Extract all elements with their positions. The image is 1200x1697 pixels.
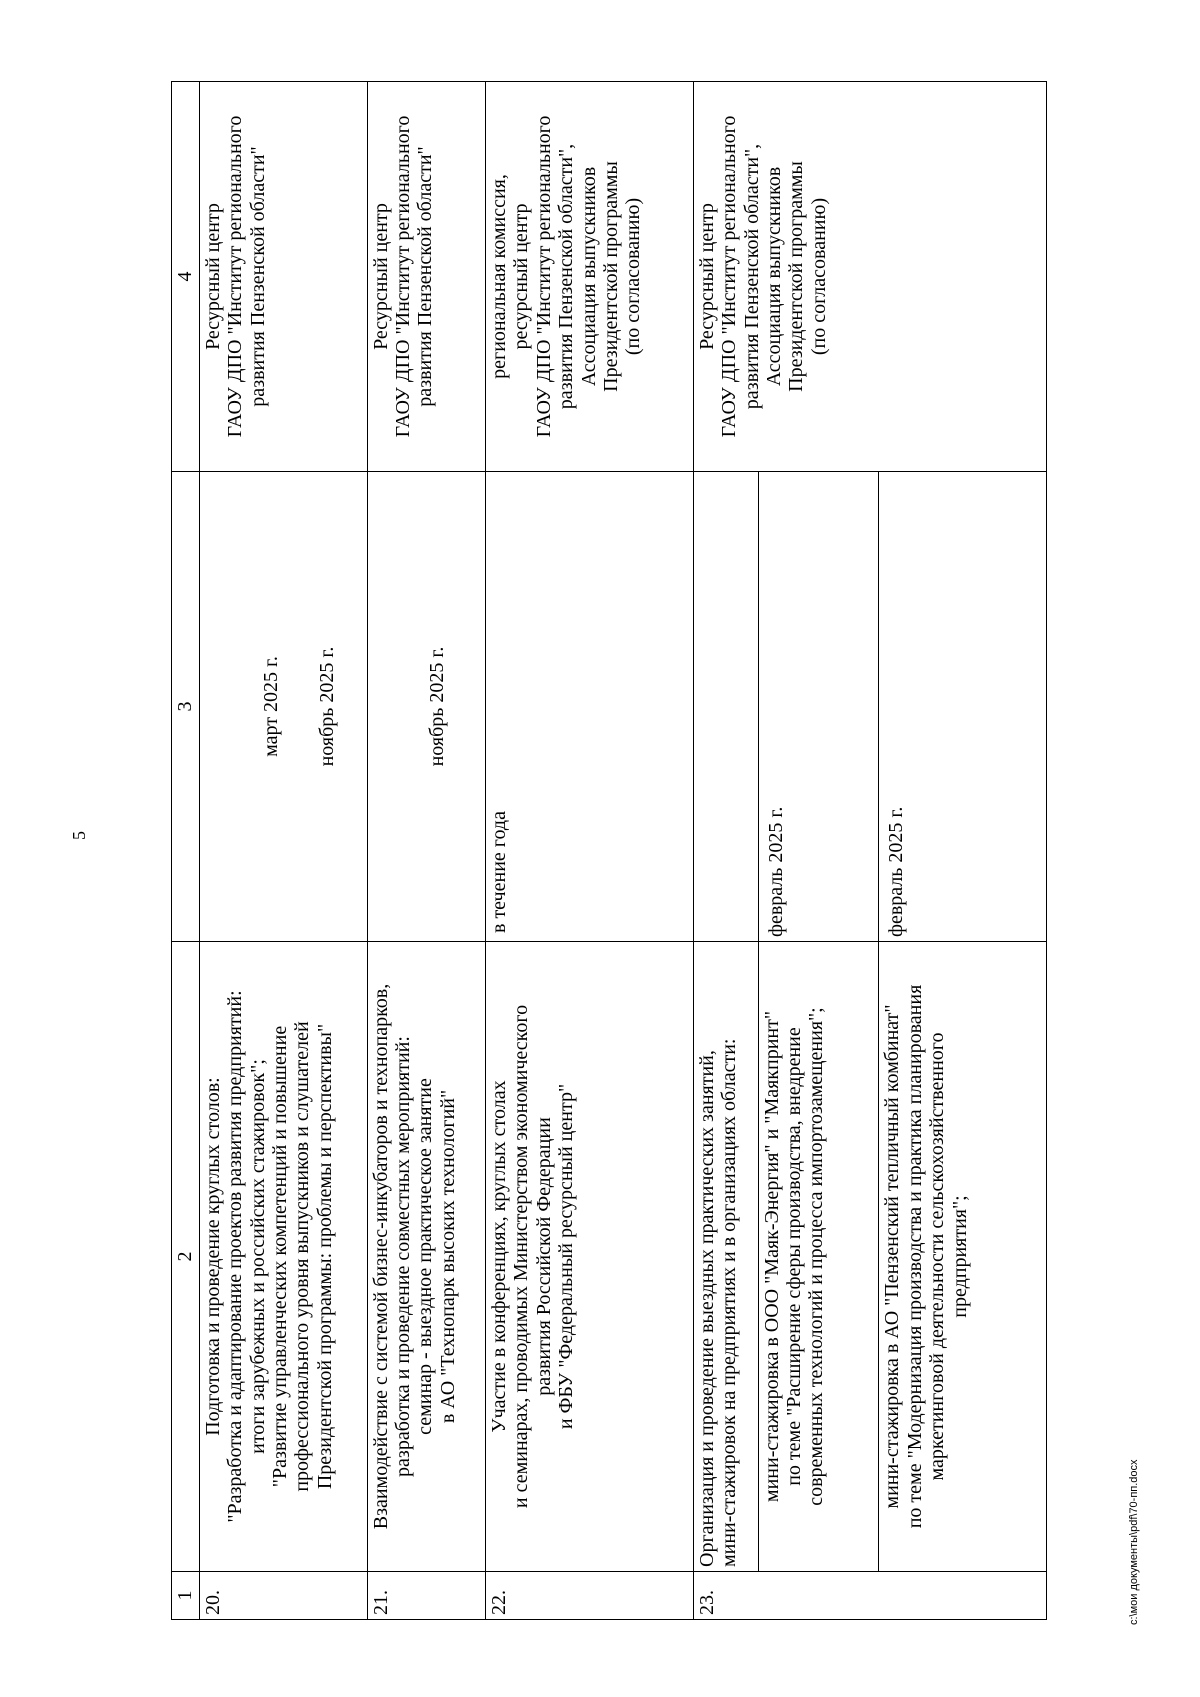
header-col-4: 4	[172, 82, 200, 472]
activity-cell: Взаимодействие с системой бизнес-инкубаторов и технопарков, разработка и проведение совместных мероприятий: семинар - выездное практическое занятие в АО "Технопарк высоких технологий"	[367, 942, 485, 1572]
table-row	[485, 82, 693, 1620]
table-row	[367, 82, 485, 1620]
activity-cell: Участие в конференциях, круглых столах и семинарах, проводимых Министерством экономического развития Российской Федерации и ФБУ "Федеральный ресурсный центр"	[485, 942, 693, 1572]
date-text: февраль 2025 г.	[764, 806, 787, 937]
file-path-footer: c:\мои документы\pdf\70-пп.docx	[1128, 1459, 1140, 1625]
sub-activity-cell: мини-стажировка в АО "Пензенский тепличный комбинат" по теме "Модернизация производства и практика планирования маркетинговой деятельности сельскохозяйственного предприятия";	[879, 942, 1047, 1572]
date-cell	[485, 472, 693, 942]
row-number: 23.	[693, 1572, 1046, 1620]
date-cell	[199, 472, 367, 942]
sub-date-cell	[879, 472, 1047, 942]
table-row	[199, 82, 367, 1620]
responsible-cell: Ресурсный центр ГАОУ ДПО "Институт регионального развития Пензенской области", Ассоциация выпускников Президентской программы (по согласованию)	[693, 82, 1046, 472]
activity-cell: Организация и проведение выездных практических занятий, мини-стажировок на предприятиях и в организациях области:	[693, 942, 758, 1572]
sub-activity-cell: мини-стажировка в ООО "Маяк-Энергия" и "Маякпринт" по теме "Расширение сферы производства, внедрение современных технологий и процесса импортозамещения";	[758, 942, 879, 1572]
schedule-table-rotated	[171, 82, 1047, 1620]
page-number: 5	[69, 831, 89, 840]
header-col-3: 3	[172, 472, 200, 942]
responsible-cell: Ресурсный центр ГАОУ ДПО "Институт регионального развития Пензенской области"	[367, 82, 485, 472]
date-text: ноябрь 2025 г.	[425, 646, 448, 767]
header-row	[172, 82, 200, 1620]
responsible-cell: Ресурсный центр ГАОУ ДПО "Институт регионального развития Пензенской области"	[199, 82, 367, 472]
header-col-2: 2	[172, 942, 200, 1572]
date-text: ноябрь 2025 г.	[316, 646, 339, 767]
responsible-cell: региональная комиссия, ресурсный центр ГАОУ ДПО "Институт регионального развития Пензенской области", Ассоциация выпускников Президентской программы (по согласованию)	[485, 82, 693, 472]
sub-date-cell	[758, 472, 879, 942]
date-cell	[367, 472, 485, 942]
header-col-1: 1	[172, 1572, 200, 1620]
activity-cell: Подготовка и проведение круглых столов: "Разработка и адаптирование проектов развития предприятий: итоги зарубежных и российских стажировок"; "Развитие управленческих компетенций и повышение профессионального уровня выпускников и слушателей Президентской программы: проблемы и перспективы"	[199, 942, 367, 1572]
row-number: 21.	[367, 1572, 485, 1620]
date-text: в течение года	[487, 811, 510, 933]
date-text: март 2025 г.	[259, 656, 282, 757]
date-cell	[693, 472, 758, 942]
date-text: февраль 2025 г.	[885, 806, 908, 937]
row-number: 20.	[199, 1572, 367, 1620]
table-row	[693, 82, 758, 1620]
row-number: 22.	[485, 1572, 693, 1620]
schedule-table	[171, 81, 1047, 1620]
